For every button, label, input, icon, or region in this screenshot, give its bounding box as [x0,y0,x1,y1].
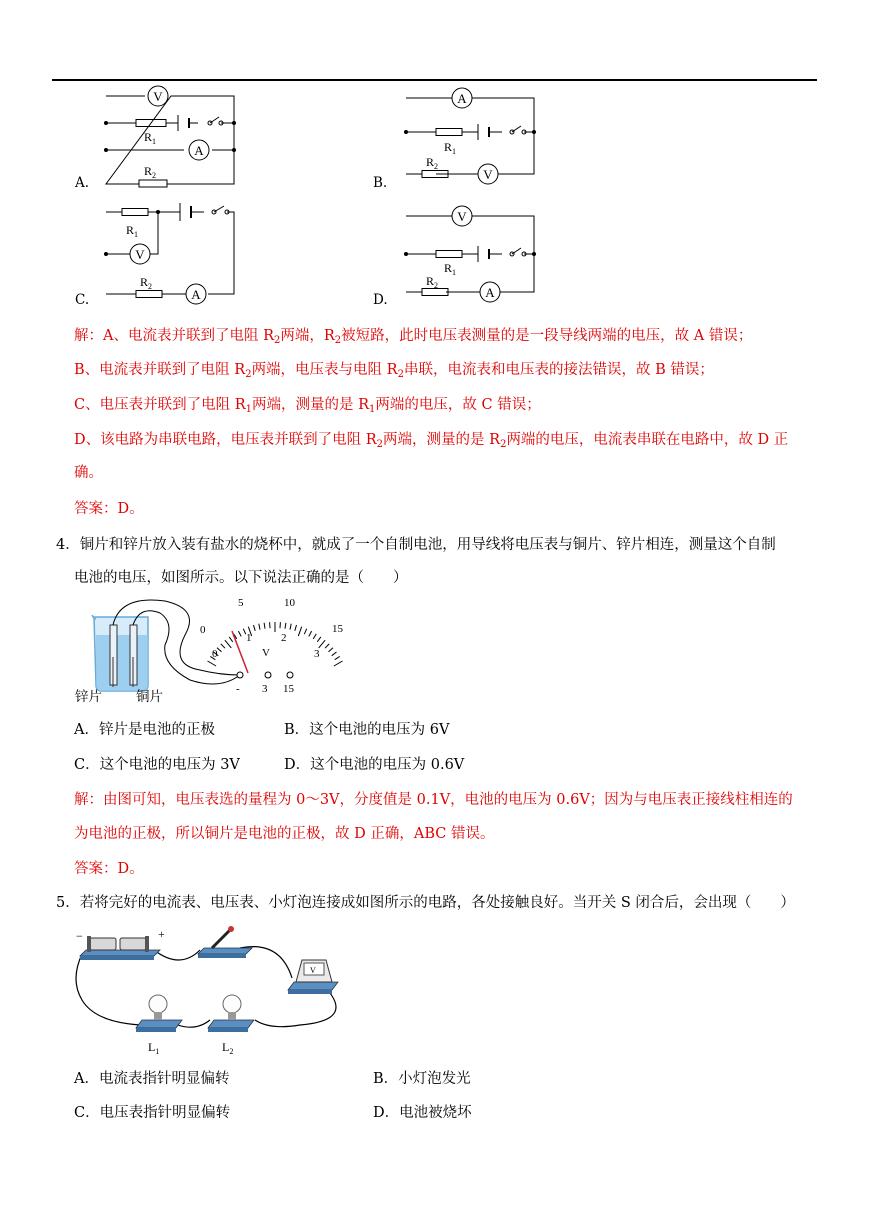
scale-tick [334,661,343,666]
q4-option-a[interactable]: A．锌片是电池的正极 [74,722,215,738]
scale-tick [325,644,329,648]
scale-bottom-0: 0 [212,648,218,660]
r1-label: $R_1$ [444,140,457,156]
scale-tick [309,631,312,636]
scale-top-15: 15 [332,623,343,635]
r2-label: $R_2$ [140,275,153,291]
scale-tick [313,634,316,639]
scale-tick [264,623,265,629]
r1-label: $R_1$ [444,261,457,277]
q4-option-d[interactable]: D．这个电池的电压为 0.6V [284,757,465,773]
voltmeter-symbol: V [135,247,145,262]
q5-option-d[interactable]: D．电池被烧坏 [373,1105,472,1121]
ammeter-symbol: A [194,143,204,158]
q3-solution-a: 解：A、电流表并联到了电阻 $R_2$两端，$R_2$被短路，此时电压表测量的是一段导线两端的电压，故 A 错误； [74,328,753,346]
q4-solution-line2: 为电池的正极，所以铜片是电池的正极，故 D 正确，ABC 错误。 [74,826,495,842]
scale-bottom-1: 1 [246,632,252,644]
scale-tick [217,648,222,652]
q3-solution-b: B、电流表并联到了电阻 $R_2$两端，电压表与电阻 $R_2$串联，电流表和电压表的接法错误，故 B 错误； [74,362,714,380]
option-c-label: C. [75,292,90,308]
q4-option-b[interactable]: B．这个电池的电压为 6V [284,722,450,738]
circuit-diagram-c [100,200,240,305]
option-b-label: B. [373,175,388,191]
q5-question: 5．若将完好的电流表、电压表、小灯泡连接成如图所示的电路，各处接触良好。当开关 S 闭合后，会出现（ ） [56,895,795,911]
battery-voltmeter-figure [70,595,360,705]
voltmeter-scale-ticks [208,622,343,666]
r1-label: $R_1$ [126,223,139,239]
scale-tick [285,623,286,629]
q5-option-c[interactable]: C．电压表指针明显偏转 [74,1105,231,1121]
scale-tick [238,631,241,636]
q4-question-line1: 4．铜片和锌片放入装有盐水的烧杯中，就成了一个自制电池，用导线将电压表与铜片、锌片相连，测量这个自制 [56,537,776,553]
scale-tick [329,648,334,652]
header-rule [52,79,817,81]
meter-label: V [310,966,316,975]
battery-plus-sign: + [158,927,165,941]
zinc-label: 锌片 [75,689,102,705]
voltmeter-symbol: V [153,89,163,104]
scale-tick [229,637,233,642]
battery-minus-sign: − [76,929,83,943]
l2-label: $L_2$ [222,1040,234,1056]
scale-tick [332,652,337,656]
circuit-diagram-a [100,84,240,189]
scale-tick [290,624,291,630]
scale-tick [225,640,231,648]
q3-solution-d: D、该电路为串联电路，电压表并联到了电阻 $R_2$两端，测量的是 $R_2$两端的电压，电流表串联在电路中，故 D 正 [74,432,789,450]
scale-tick [254,625,256,631]
scale-tick [319,640,325,648]
q4-solution-line1: 解：由图可知，电压表选的量程为 0～3V，分度值是 0.1V，电池的电压为 0.6V；因为与电压表正接线柱相连的 [74,792,793,808]
ammeter-symbol: A [457,91,467,106]
q3-answer: 答案：D。 [74,501,144,517]
ammeter-symbol: A [485,285,495,300]
voltmeter-symbol: V [483,167,493,182]
scale-top-0: 0 [200,624,206,636]
voltmeter-unit: V [262,647,270,659]
scale-bottom-2: 2 [281,632,287,644]
scale-tick [317,637,321,642]
circuit-diagram-d [400,200,540,305]
ammeter-symbol: A [191,287,201,302]
option-a-label: A. [75,175,90,191]
scale-tick [208,661,217,666]
option-d-label: D. [373,292,388,308]
scale-tick [298,627,301,636]
scale-bottom-3: 3 [314,648,320,660]
physical-circuit-figure [70,920,360,1060]
scale-tick [335,656,340,659]
circuit-diagram-b [400,84,540,189]
scale-tick [259,624,260,630]
q3-solution-d-cont: 确。 [74,465,103,481]
r1-label: $R_1$ [144,130,157,146]
q5-option-b[interactable]: B．小灯泡发光 [373,1071,471,1087]
q4-option-c[interactable]: C．这个电池的电压为 3V [74,757,240,773]
r2-label: $R_2$ [426,274,439,290]
scale-tick [221,644,225,648]
terminal-15: 15 [283,683,294,695]
l1-label: $L_1$ [148,1040,160,1056]
q5-option-a[interactable]: A．电流表指针明显偏转 [74,1071,230,1087]
r2-label: $R_2$ [426,155,439,171]
voltmeter-symbol: V [457,209,467,224]
scale-tick [295,625,297,631]
r2-label: $R_2$ [144,164,157,180]
copper-label: 铜片 [136,689,163,705]
q4-question-line2: 电池的电压，如图所示。以下说法正确的是（ ） [74,570,408,586]
q3-solution-c: C、电压表并联到了电阻 $R_1$两端，测量的是 $R_1$两端的电压，故 C 错误； [74,397,541,415]
q4-answer: 答案：D。 [74,861,144,877]
scale-top-5: 5 [238,597,244,609]
terminal-minus: - [236,683,240,695]
terminal-3: 3 [262,683,268,695]
scale-tick [304,629,306,635]
scale-top-10: 10 [284,597,295,609]
